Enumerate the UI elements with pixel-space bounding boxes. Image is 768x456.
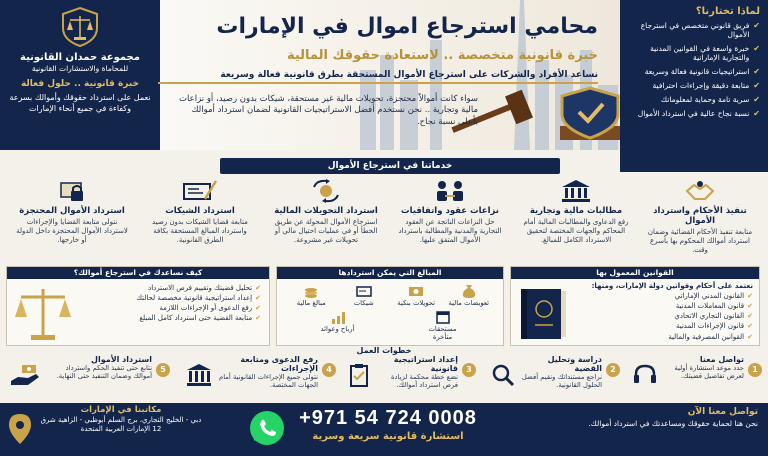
step-title: رفع الدعوى ومتابعة الإجراءات <box>240 355 318 373</box>
help-item: ✔ متابعة القضية حتى استرداد كامل المبلغ <box>139 314 261 323</box>
step-number: 5 <box>156 363 170 377</box>
service-card <box>390 178 510 260</box>
step-title: تواصل معنا <box>699 355 744 364</box>
why-item: ✔ متابعة دقيقة وإجراءات احترافية <box>652 80 760 90</box>
laws-section <box>510 266 760 346</box>
service-title: استرداد الشيكات <box>165 206 235 216</box>
why-item: ✔ فريق قانوني متخصص في استرجاع الأموال <box>640 21 760 40</box>
service-card <box>140 178 260 260</box>
check-icon: ✔ <box>747 312 753 321</box>
step-number: 4 <box>322 363 336 377</box>
phone-block <box>248 407 528 442</box>
service-title: نزاعات عقود واتفاقيات <box>401 206 499 216</box>
step-card <box>632 355 762 400</box>
scales-logo-icon <box>59 6 101 48</box>
transfer-icon <box>270 178 382 204</box>
contact-description: نحن هنا لحماية حقوقك ومساعدتك في استرداد أموالك. <box>588 419 758 428</box>
step-card <box>186 355 336 400</box>
service-title: استرداد التحويلات المالية <box>274 206 378 216</box>
amount-item: شيكات <box>340 281 388 307</box>
laws-intro: نعتمد على أحكام وقوانين دولة الإمارات، ومنها: <box>591 282 753 290</box>
step-title: استرداد الأموال <box>91 355 152 364</box>
why-item: ✔ خبرة واسعة في القوانين المدنية والتجارية الإماراتية <box>650 43 760 63</box>
amounts-section <box>276 266 504 346</box>
check-icon: ✔ <box>753 80 760 90</box>
help-title: كيف نساعدك في استرجاع أموالك؟ <box>7 267 269 279</box>
amount-item: تحويلات بنكية <box>392 281 440 307</box>
check-icon: ✔ <box>753 66 760 76</box>
check-icon: ✔ <box>753 108 760 118</box>
step-title: إعداد استراتيجية قانونية <box>393 355 458 373</box>
service-card <box>12 178 132 260</box>
clipboard-icon <box>346 363 372 387</box>
step-title: دراسة وتحليل القضية <box>547 355 602 373</box>
service-desc: رفع الدعاوى والمطالبات المالية أمام المحاكم والجهات المختصة لتحقيق الاسترداد الكامل للمبالغ. <box>523 218 629 244</box>
meeting-icon <box>394 178 506 204</box>
check-icon: ✔ <box>753 21 760 30</box>
step-desc: نتولى جميع الإجراءات القانونية أمام الجهات المختصة. <box>219 373 318 390</box>
handshake-icon <box>644 178 756 204</box>
step-desc: نراجع مستنداتك ونقيم أفضل الحلول القانونية. <box>521 373 602 390</box>
check-icon: ✔ <box>747 292 753 300</box>
page-tagline: نساعد الأفراد والشركات على استرجاع الأموال المستحقة بطرق قانونية فعالة وسريعة <box>158 70 598 84</box>
footer <box>0 403 768 456</box>
service-desc: حل النزاعات الناتجة عن العقود التجارية والمدنية والمطالبة باسترداد الأموال المتفق عليها. <box>398 218 502 244</box>
brand-panel <box>0 0 160 150</box>
contact-block <box>588 407 758 429</box>
brand-description: للمحاماة والاستشارات القانونية <box>31 64 129 73</box>
courthouse-icon <box>186 363 212 387</box>
services-title: خدماتنا في استرجاع الأموال <box>220 158 560 174</box>
bank-icon <box>520 178 632 204</box>
locked-money-icon <box>16 178 128 204</box>
phone-number[interactable]: +971 54 724 0008 <box>299 407 477 429</box>
phone-tagline: استشارة قانونية سريعة وسرية <box>312 431 464 442</box>
step-desc: نضع خطة محكمة لزيادة فرص استرداد أموالك. <box>390 373 458 390</box>
why-title: لماذا تختارنا؟ <box>695 6 760 17</box>
help-item: ✔ إعداد استراتيجية قانونية مخصصة لحالتك <box>136 294 261 303</box>
amount-item: أرباح وعوائد <box>314 307 362 341</box>
service-desc: نتولى متابعة القضايا والإجراءات لاسترداد الأموال المحتجزة داخل الدولة أو خارجها. <box>16 218 128 244</box>
office-address: دبي - الخليج التجاري، برج السلم أبوظبي - الزاهية شرق 12 الإمارات العربية المتحدة <box>40 416 202 434</box>
help-item: ✔ رفع الدعوى أو الإجراءات اللازمة <box>159 304 261 313</box>
check-icon: ✔ <box>747 332 753 341</box>
service-desc: متابعة تنفيذ الأحكام القضائية وضمان استرداد أموالك المحكوم بها بأسرع وقت. <box>647 228 753 254</box>
calendar-icon <box>419 307 467 325</box>
headset-icon <box>632 363 658 387</box>
check-icon: ✔ <box>747 302 753 311</box>
money-bag-icon <box>445 281 493 299</box>
check-icon: ✔ <box>747 322 753 331</box>
step-card <box>346 355 476 400</box>
law-book-icon <box>517 285 569 343</box>
cheque-icon <box>144 178 256 204</box>
service-card <box>640 178 760 260</box>
amount-item: مستحقات متأخرة <box>419 307 467 341</box>
why-item: ✔ استراتيجيات قانونية فعالة وسريعة <box>644 66 760 76</box>
step-desc: حدد موعد استشارة أولية لعرض تفاصيل قضيتك. <box>674 364 744 381</box>
why-item: ✔ نسبة نجاح عالية في استرداد الأموال <box>637 108 760 118</box>
step-desc: نتابع حتى تنفيذ الحكم واسترداد أموالك وضمان التنفيذ حتى النهاية. <box>56 364 152 381</box>
why-item: ✔ سرية تامة وحماية لمعلوماتك <box>660 94 760 104</box>
magnifier-icon <box>490 363 516 387</box>
service-title: مطالبات مالية وتجارية <box>529 206 623 216</box>
check-icon: ✔ <box>255 304 261 313</box>
intro-text: سواء كانت أموالاً محتجزة، تحويلات مالية غير مستحقة، شيكات بدون رصيد، أو نزاعات مالية وتجارية .. نحن نستخدم أفضل الاستراتيجيات القانونية لضمان استرداد أموالك بأعلى نسبة نجاح. <box>179 94 478 127</box>
service-title: استرداد الأموال المحتجزة <box>19 206 125 216</box>
step-card <box>10 355 170 400</box>
check-icon: ✔ <box>255 314 261 323</box>
whatsapp-icon[interactable] <box>248 409 286 447</box>
check-icon: ✔ <box>255 284 261 292</box>
contact-title: تواصل معنا الآن <box>687 407 758 417</box>
service-desc: متابعة قضايا الشيكات بدون رصيد واسترداد المبالغ المستحقة بكافة الطرق القانونية. <box>152 218 248 244</box>
step-number: 2 <box>606 363 620 377</box>
step-number: 1 <box>748 363 762 377</box>
amounts-title: المبالغ التي يمكن استردادها <box>277 267 503 279</box>
brand-name: مجموعة حمدان القانونية <box>20 52 140 63</box>
step-number: 3 <box>462 363 476 377</box>
page-subtitle: خبرة قانونية متخصصة .. لاستعادة حقوقك المالية <box>286 48 598 63</box>
brand-slogan: خبرة قانونية .. حلول فعالة <box>20 79 140 89</box>
law-item: ✔ القوانين المصرفية والمالية <box>668 332 753 341</box>
amount-item: مبالغ مالية <box>287 281 335 307</box>
law-item: ✔ قانون المعاملات المدنية <box>675 302 753 311</box>
service-desc: استرجاع الأموال المحولة عن طريق الخطأ أو في عمليات احتيال مالي أو تحويلات غير مشروعة. <box>274 218 378 244</box>
offices-block <box>36 405 206 434</box>
law-item: ✔ القانون المدني الإماراتي <box>674 292 753 300</box>
why-choose-us-panel <box>620 0 768 172</box>
check-icon: ✔ <box>255 294 261 303</box>
laws-title: القوانين المعمول بها <box>511 267 759 279</box>
amount-item: تعويضات مالية <box>445 281 493 307</box>
help-item: ✔ تحليل قضيتك وتقييم فرص الاسترداد <box>148 284 261 292</box>
service-title: تنفيذ الأحكام واسترداد الأموال <box>653 206 747 226</box>
check-icon: ✔ <box>753 43 760 53</box>
office-title: مكاتبنا في الإمارات <box>80 405 162 415</box>
check-icon: ✔ <box>753 94 760 104</box>
help-section <box>6 266 270 346</box>
brand-about: نعمل على استرداد حقوقك وأموالك بسرعة وكفاءة في جميع أنحاء الإمارات <box>9 93 151 113</box>
location-pin-icon <box>8 413 32 445</box>
law-item: ✔ القانون التجاري الاتحادي <box>674 312 753 321</box>
steps-title: خطوات العمل <box>356 346 412 355</box>
coins-icon <box>287 281 335 299</box>
scales-of-justice-icon <box>13 285 73 343</box>
growth-icon <box>314 307 362 325</box>
hand-money-icon <box>10 363 40 387</box>
service-card <box>516 178 636 260</box>
cheques-icon <box>340 281 388 299</box>
law-item: ✔ قانون الإجراءات المدنية <box>675 322 753 331</box>
service-card <box>266 178 386 260</box>
page-title: محامي استرجاع اموال في الإمارات <box>216 14 598 39</box>
step-card <box>490 355 620 400</box>
money-transfer-icon <box>392 281 440 299</box>
